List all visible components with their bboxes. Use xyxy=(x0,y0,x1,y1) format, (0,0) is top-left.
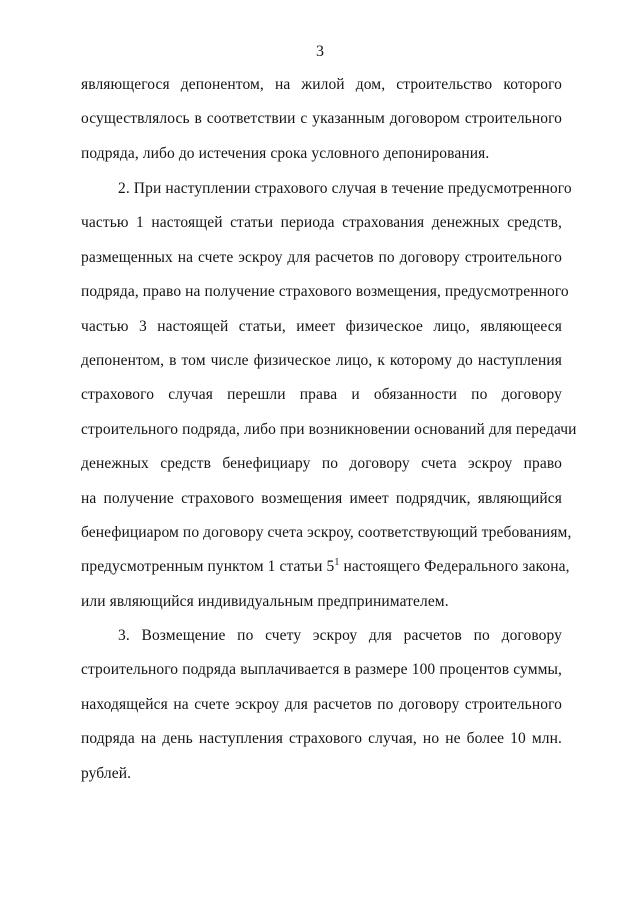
text-line: частью 3 настоящей статьи, имеет физическое лицо, являющееся xyxy=(81,317,562,335)
text-line: осуществлялось в соответствии с указанным договором строительного xyxy=(81,110,562,128)
page-number: 3 xyxy=(316,43,324,60)
paragraph-3 xyxy=(81,619,562,791)
text-line: на получение страхового возмещения имеет подрядчик, являющийся xyxy=(81,489,562,507)
text-line: размещенных на счете эскроу для расчетов по договору строительного xyxy=(81,248,562,266)
text-fragment: настоящего Федерального закона, xyxy=(339,558,570,576)
text-line: 3. Возмещение по счету эскроу для расчетов по договору xyxy=(118,627,562,644)
text-line: бенефициаром по договору счета эскроу, соответствующий требованиям, xyxy=(81,523,572,541)
text-line: или являющийся индивидуальным предпринимателем. xyxy=(81,592,449,610)
superscript: 1 xyxy=(334,557,340,569)
text-line: 2. При наступлении страхового случая в течение предусмотренного xyxy=(118,180,572,197)
paragraph-1 xyxy=(81,68,562,171)
text-line: подряда, право на получение страхового возмещения, предусмотренного xyxy=(81,283,569,301)
text-line: строительного подряда выплачивается в размере 100 процентов суммы, xyxy=(81,661,562,679)
text-line: строительного подряда, либо при возникновении оснований для передачи xyxy=(81,420,577,438)
text-line: денежных средств бенефициару по договору счета эскроу право xyxy=(81,455,562,473)
text-line: рублей. xyxy=(81,764,132,782)
text-line-with-superscript xyxy=(81,550,570,584)
text-line: находящейся на счете эскроу для расчетов по договору строительного xyxy=(81,695,562,713)
text-line: подряда на день наступления страхового случая, но не более 10 млн. xyxy=(81,730,562,748)
text-line: частью 1 настоящей статьи периода страхования денежных средств, xyxy=(81,214,562,232)
paragraph-2 xyxy=(81,172,577,619)
text-fragment: предусмотренным пунктом 1 статьи 5 xyxy=(81,558,335,576)
text-line: являющегося депонентом, на жилой дом, строительство которого xyxy=(81,76,562,93)
text-line: депонентом, в том числе физическое лицо, к которому до наступления xyxy=(81,351,562,369)
text-line: страхового случая перешли права и обязанности по договору xyxy=(81,386,562,404)
text-line: подряда, либо до истечения срока условного депонирования. xyxy=(81,144,490,162)
